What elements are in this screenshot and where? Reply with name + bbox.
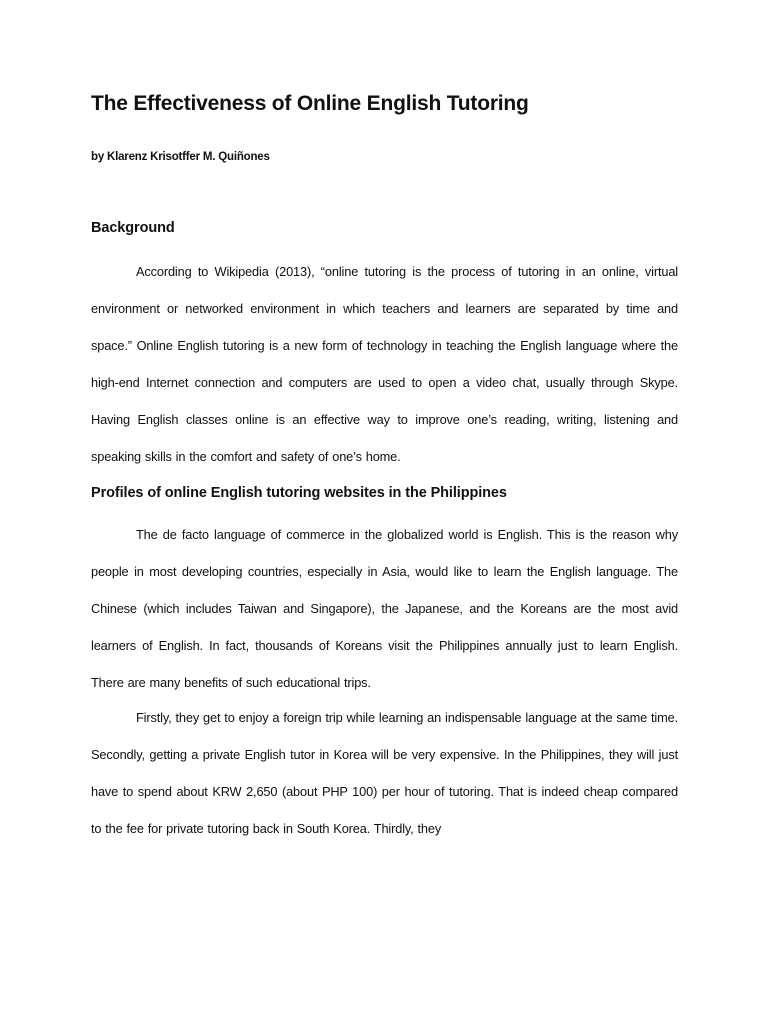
profiles-paragraph-1: The de facto language of commerce in the globalized world is English. This is the reason why people in most developing countries, especially in Asia, would like to learn the English language. The Chinese (which includes Taiwan and Singapore), the Japanese, and the Koreans are the most avid learners of English. In fact, thousands of Koreans visit the Philippines annually just to learn English. There are many benefits of such educational trips. <box>91 527 678 690</box>
author-byline: by Klarenz Krisotffer M. Quiñones <box>91 151 270 163</box>
document-title: The Effectiveness of Online English Tutoring <box>91 92 529 115</box>
background-paragraph: According to Wikipedia (2013), “online tutoring is the process of tutoring in an online, virtual environment or networked environment in which teachers and learners are separated by time and space.” Online English tutoring is a new form of technology in teaching the English language where the high-end Internet connection and computers are used to open a video chat, usually through Skype. Having English classes online is an effective way to improve one’s reading, writing, listening and speaking skills in the comfort and safety of one’s home. <box>91 264 678 464</box>
section-heading-profiles: Profiles of online English tutoring websites in the Philippines <box>91 485 507 501</box>
profiles-paragraph-2: Firstly, they get to enjoy a foreign trip while learning an indispensable language at the same time. Secondly, getting a private English tutor in Korea will be very expensive. In the Philippines, they will just have to spend about KRW 2,650 (about PHP 100) per hour of tutoring. That is indeed cheap compared to the fee for private tutoring back in South Korea. Thirdly, they <box>91 710 678 836</box>
section-heading-background: Background <box>91 220 175 236</box>
